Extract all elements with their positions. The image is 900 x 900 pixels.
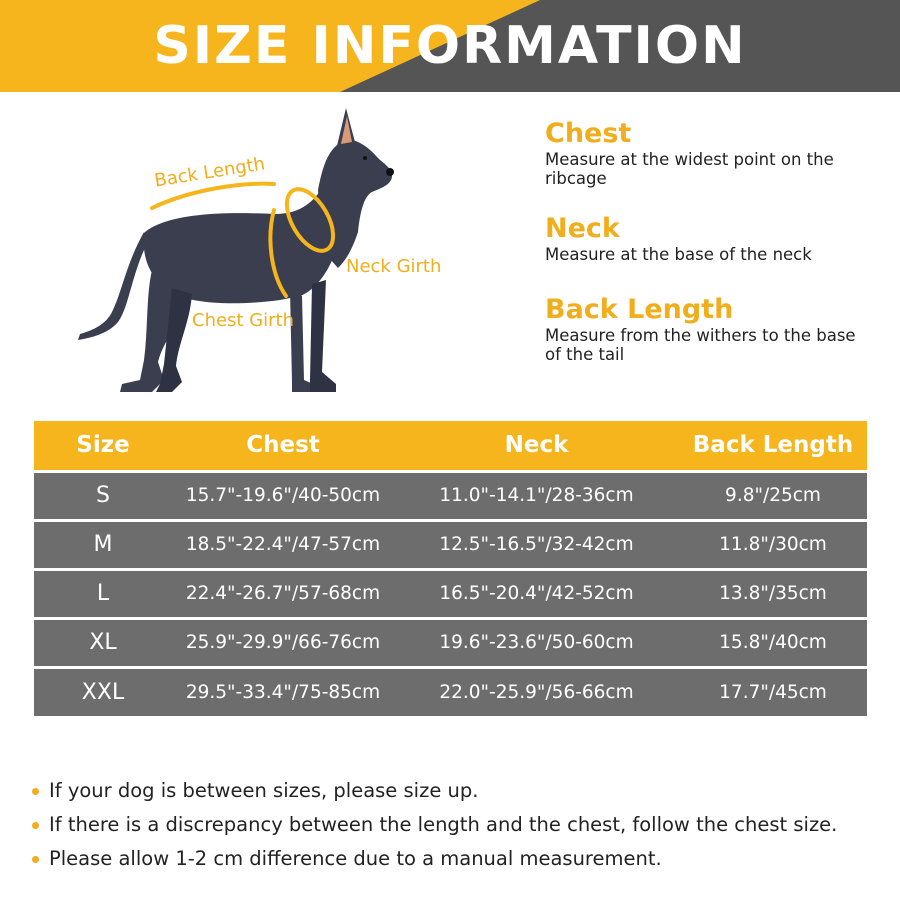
dog-measurement-diagram	[60, 100, 480, 400]
legend-item-neck	[545, 213, 875, 264]
header-chest: Chest	[172, 421, 394, 471]
back-length-cell: 13.8"/35cm	[679, 569, 867, 618]
note-text: Please allow 1-2 cm difference due to a manual measurement.	[49, 847, 662, 870]
note-text: If your dog is between sizes, please size up.	[49, 779, 479, 802]
chest-girth-label: Chest Girth	[192, 310, 295, 331]
sizing-notes	[32, 774, 892, 876]
chest-cell: 25.9"-29.9"/66-76cm	[172, 618, 394, 667]
legend-description: Measure from the withers to the base of the tail	[545, 326, 856, 364]
neck-cell: 11.0"-14.1"/28-36cm	[394, 471, 679, 520]
header-banner	[0, 0, 900, 92]
back-length-label: Back Length	[153, 153, 267, 192]
legend-title: Neck	[545, 213, 620, 244]
table-row	[34, 520, 867, 569]
legend-item-chest	[545, 118, 875, 188]
table-header-row	[34, 421, 867, 471]
size-cell: XXL	[34, 667, 172, 716]
table-row	[34, 667, 867, 716]
header-size: Size	[34, 421, 172, 471]
note-item	[32, 808, 892, 842]
header-neck: Neck	[394, 421, 679, 471]
neck-cell: 12.5"-16.5"/32-42cm	[394, 520, 679, 569]
back-length-cell: 15.8"/40cm	[679, 618, 867, 667]
table-row	[34, 471, 867, 520]
size-cell: XL	[34, 618, 172, 667]
back-length-cell: 17.7"/45cm	[679, 667, 867, 716]
chest-cell: 29.5"-33.4"/75-85cm	[172, 667, 394, 716]
dog-illustration	[60, 100, 480, 400]
chest-cell: 15.7"-19.6"/40-50cm	[172, 471, 394, 520]
legend-description: Measure at the widest point on the ribcage	[545, 150, 834, 188]
table-row	[34, 618, 867, 667]
size-cell: S	[34, 471, 172, 520]
note-text: If there is a discrepancy between the length and the chest, follow the chest size.	[49, 813, 838, 836]
legend-item-back-length	[545, 294, 875, 364]
bullet-dot-icon	[32, 856, 39, 863]
page-title: SIZE INFORMATION	[153, 16, 747, 76]
legend-title: Back Length	[545, 294, 734, 325]
size-cell: L	[34, 569, 172, 618]
legend-title: Chest	[545, 118, 632, 149]
chest-cell: 22.4"-26.7"/57-68cm	[172, 569, 394, 618]
header-back-length: Back Length	[679, 421, 867, 471]
note-item	[32, 842, 892, 876]
note-item	[32, 774, 892, 808]
neck-cell: 16.5"-20.4"/42-52cm	[394, 569, 679, 618]
neck-cell: 22.0"-25.9"/56-66cm	[394, 667, 679, 716]
chest-cell: 18.5"-22.4"/47-57cm	[172, 520, 394, 569]
neck-girth-label: Neck Girth	[346, 256, 442, 277]
size-chart-table	[34, 421, 867, 716]
size-cell: M	[34, 520, 172, 569]
bullet-dot-icon	[32, 788, 39, 795]
back-length-cell: 9.8"/25cm	[679, 471, 867, 520]
back-length-cell: 11.8"/30cm	[679, 520, 867, 569]
legend-description: Measure at the base of the neck	[545, 245, 812, 264]
table-row	[34, 569, 867, 618]
neck-cell: 19.6"-23.6"/50-60cm	[394, 618, 679, 667]
bullet-dot-icon	[32, 822, 39, 829]
